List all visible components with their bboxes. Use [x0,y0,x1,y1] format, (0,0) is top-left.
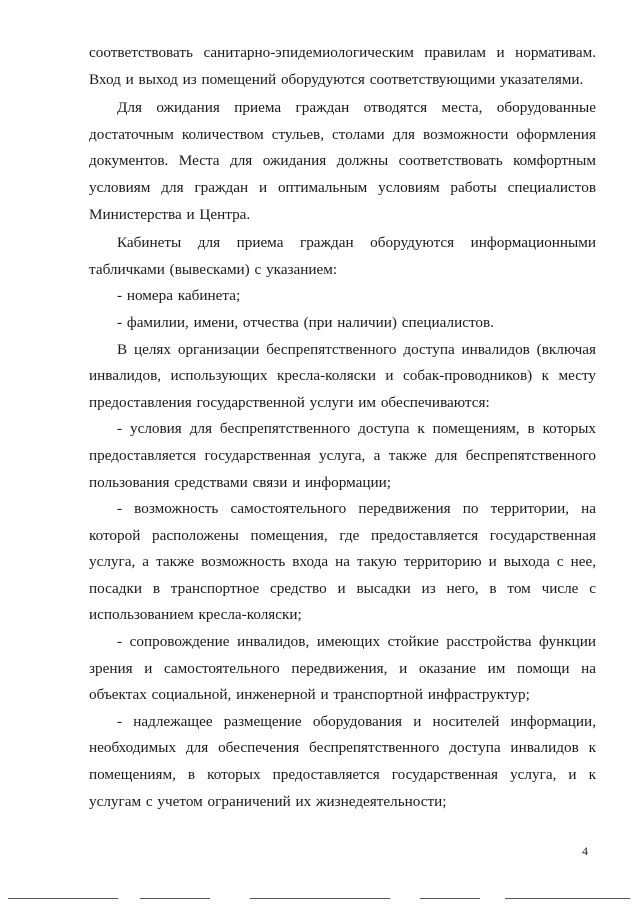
list-item-equipment: - надлежащее размещение оборудования и носителей информации, необходимых для обеспечения беспрепятственного доступа инвалидов к помещениям, в которых предоставляется государственная услуга, и к услугам с учетом ограничений их жизнедеятельности; [89,712,596,810]
list-item-movement: - возможность самостоятельного передвижения по территории, на которой расположены помещения, где предоставляется государственная услуга, а также возможность входа на такую территорию и выхода с нее, посадки в транспортное средство и высадки из него, в том числе с использованием кресла-коляски; [89,500,596,624]
paragraph-1: соответствовать санитарно-эпидемиологическим правилам и нормативам. Вход и выход из помещений оборудуются соответствующими указателями. [89,44,596,88]
paragraph-2: Для ожидания приема граждан отводятся места, оборудованные достаточным количеством стульев, столами для возможности оформления документов. Места для ожидания должны соответствовать комфортным условиям для граждан и оптимальным условиям работы специалистов Министерства и Центра. [89,99,596,223]
page-number: 4 [582,844,588,858]
paragraph-3: Кабинеты для приема граждан оборудуются информационными табличками (вывесками) с указанием: [89,234,596,278]
paragraph-accessibility: В целях организации беспрепятственного доступа инвалидов (включая инвалидов, использующих кресла-коляски и собак-проводников) к месту предоставления государственной услуги им обеспечиваются: [89,340,596,411]
scan-edge-divider [0,898,640,900]
document-body [89,40,596,815]
list-item-access-conditions: - условия для беспрепятственного доступа к помещениям, в которых предоставляется государственная услуга, а также для беспрепятственного пользования средствами связи и информации; [89,420,596,491]
list-item-escort: - сопровождение инвалидов, имеющих стойкие расстройства функции зрения и самостоятельного передвижения, и оказание им помощи на объектах социальной, инженерной и транспортной инфраструктур; [89,633,596,704]
list-item-specialist-names: - фамилии, имени, отчества (при наличии) специалистов. [117,313,494,331]
list-item-cabinet-number: - номера кабинета; [117,287,241,305]
